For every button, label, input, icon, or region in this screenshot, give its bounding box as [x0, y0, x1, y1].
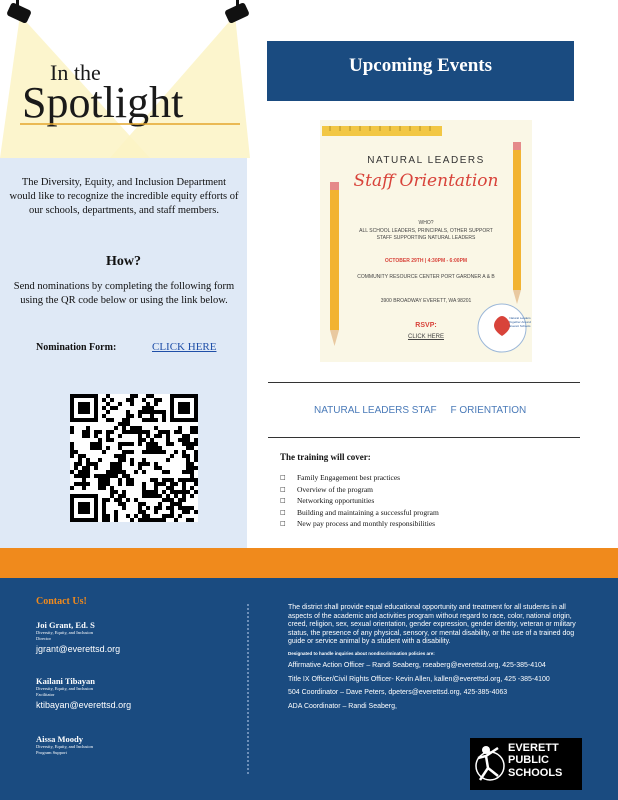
pencil-left-icon	[330, 182, 339, 346]
policy-text	[288, 604, 578, 716]
pencil-right-icon	[513, 142, 521, 304]
list-item: □ Overview of the program	[280, 484, 374, 494]
training-heading: The training will cover:	[280, 452, 371, 462]
footer-divider	[247, 604, 249, 774]
everett-public-schools-logo: EVERETT PUBLIC SCHOOLS	[470, 738, 582, 790]
divider	[268, 382, 580, 383]
contact-person: Joi Grant, Ed. S Diversity, Equity, and Inclusion Director jgrant@everettsd.org	[36, 620, 121, 654]
bullet-icon: □	[280, 497, 286, 504]
flyer-title2: Staff Orientation	[353, 171, 499, 191]
how-heading: How?	[106, 254, 141, 269]
title-line2: Spotlight	[22, 78, 184, 127]
policy-line: Affirmative Action Officer – Randi Seaberg, rseaberg@everettsd.org, 425-385-4104	[288, 662, 546, 669]
flyer-who: WHO?	[418, 220, 434, 226]
student-figure-icon	[470, 738, 510, 790]
nomination-label: Nomination Form:	[36, 342, 117, 353]
policy-line: 504 Coordinator – Dave Peters, dpeters@everettsd.org, 425-385-4063	[288, 689, 508, 696]
flyer-title1: NATURAL LEADERS	[367, 155, 485, 166]
contact-person: Kailani Tibayan Diversity, Equity, and Inclusion Facilitator ktibayan@everettsd.org	[36, 676, 132, 710]
qr-code-icon[interactable]	[70, 394, 198, 522]
bullet-icon: □	[280, 520, 286, 527]
flyer-badge-text: Natural Leaders Together Around Everett Schools	[508, 316, 532, 328]
spotlight-art	[0, 0, 260, 158]
flyer-address: 3900 BROADWAY EVERETT, WA 98201	[380, 298, 472, 304]
list-item: □ Networking opportunities	[280, 496, 375, 505]
policy-designated: Designated to handle inquiries about nondiscrimination policies are:	[288, 650, 435, 656]
policy-line: ADA Coordinator – Randi Seaberg,	[288, 702, 397, 710]
training-list	[280, 472, 439, 530]
bullet-icon: □	[280, 508, 286, 516]
contact-person: Aissa Moody Diversity, Equity, and Inclusion Program Support	[36, 734, 94, 755]
flyer-venue: COMMUNITY RESOURCE CENTER PORT GARDNER A & B	[357, 274, 495, 280]
title-line1: In the	[50, 60, 101, 85]
flyer-rsvp: RSVP:	[415, 322, 437, 329]
spotlight-lamp-left-icon	[6, 0, 32, 24]
intro-text: The Diversity, Equity, and Inclusion Department would like to recognize the incredible equity efforts of our schools, departments, and staff members.	[9, 177, 239, 216]
spotlight-lamp-right-icon	[224, 0, 250, 24]
contact-email[interactable]: ktibayan@everettsd.org	[36, 700, 132, 710]
contact-title: Contact Us!	[36, 596, 87, 607]
list-item: □ Building and maintaining a successful program	[280, 507, 439, 517]
bullet-icon: □	[280, 474, 286, 481]
spotlight-header	[0, 0, 260, 158]
policy-statement: The district shall provide equal educational opportunity and treatment for all students in all aspects of the academic and activities program without regard to race, color, national origin, creed, religion, sex, sexual orientation, gender expression, gender identity, veteran or military status, the presence of any physical, sensory, or mental disability, or the use of a trained dog guide or service animal by a student with a disability.	[288, 604, 576, 645]
flyer-datetime: OCTOBER 29TH | 4:30PM - 6:00PM	[384, 258, 468, 264]
contact-email[interactable]: jgrant@everettsd.org	[36, 644, 121, 654]
orange-band	[0, 548, 618, 578]
flyer-rsvp-link[interactable]: CLICK HERE	[407, 334, 444, 340]
flyer-audience: ALL SCHOOL LEADERS, PRINCIPALS, OTHER SUPPORT STAFF SUPPORTING NATURAL LEADERS	[359, 228, 493, 241]
nomination-link[interactable]: CLICK HERE	[152, 341, 217, 353]
send-text: Send nominations by completing the following form using the QR code below or using the link below.	[13, 281, 235, 306]
policy-line: Title IX Officer/Civil Rights Officer- Kevin Allen, kallen@everettsd.org, 425 -385-4100	[288, 675, 550, 683]
list-item: □ New pay process and monthly responsibilities	[280, 519, 436, 528]
bullet-icon: □	[280, 485, 286, 493]
list-item: □ Family Engagement best practices	[280, 473, 401, 482]
event-link[interactable]: NATURAL LEADERS STAF F ORIENTATION	[314, 405, 527, 416]
events-title: Upcoming Events	[348, 55, 493, 76]
divider	[268, 437, 580, 438]
